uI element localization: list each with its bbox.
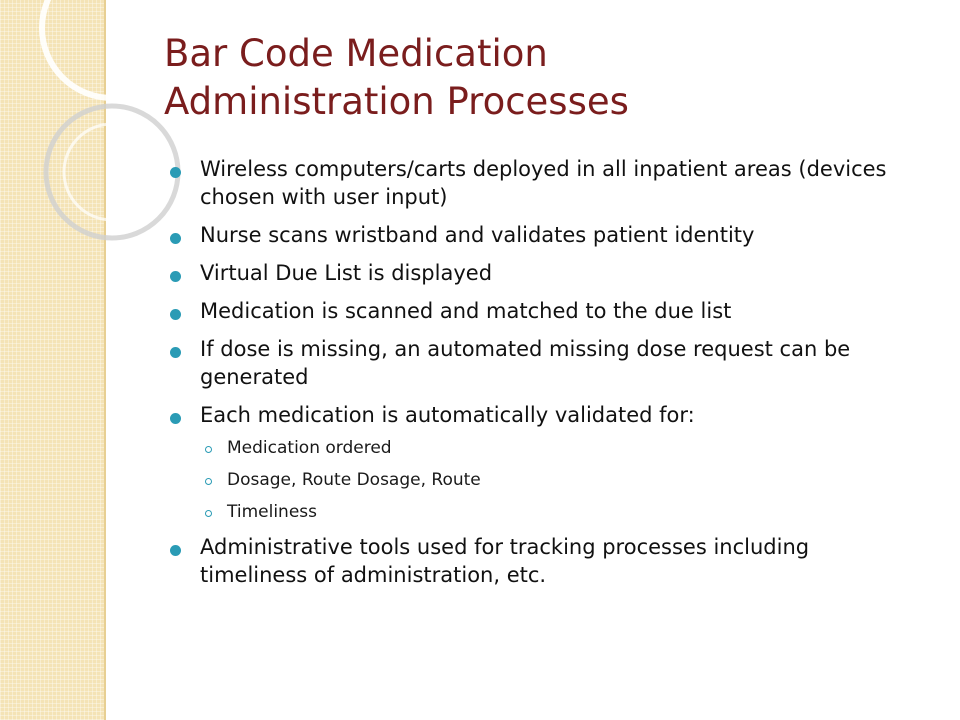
bullet-item — [160, 335, 920, 391]
bullet-item — [160, 259, 920, 287]
decorative-sidebar — [0, 0, 106, 720]
sub-bullet-text: Dosage, Route Dosage, Route — [227, 470, 481, 490]
bullet-item — [160, 533, 920, 589]
slide-title — [164, 30, 924, 126]
bullet-item — [160, 297, 920, 325]
sub-bullet-ring-icon — [205, 478, 212, 485]
bullet-text: Medication is scanned and matched to the due list — [200, 299, 732, 323]
bullet-text: If dose is missing, an automated missing dose request can be generated — [200, 337, 851, 389]
bullet-dot-icon — [170, 347, 181, 358]
bullet-item — [160, 401, 920, 523]
bullet-dot-icon — [170, 233, 181, 244]
slide-title-line-1: Bar Code Medication — [164, 32, 548, 75]
slide-content — [160, 155, 920, 599]
bullet-text: Wireless computers/carts deployed in all inpatient areas (devices chosen with user input) — [200, 157, 887, 209]
sub-bullet-ring-icon — [205, 446, 212, 453]
bullet-list — [160, 155, 920, 589]
sub-bullet-ring-icon — [205, 510, 212, 517]
bullet-dot-icon — [170, 309, 181, 320]
sub-bullet-text: Timeliness — [227, 502, 317, 522]
bullet-text: Virtual Due List is displayed — [200, 261, 493, 285]
bullet-text: Administrative tools used for tracking processes including timeliness of administration, etc. — [200, 535, 810, 587]
bullet-item — [160, 155, 920, 211]
bullet-dot-icon — [170, 271, 181, 282]
bullet-item — [160, 221, 920, 249]
bullet-text: Nurse scans wristband and validates patient identity — [200, 223, 755, 247]
bullet-dot-icon — [170, 413, 181, 424]
bullet-dot-icon — [170, 167, 181, 178]
sub-bullet-item — [200, 501, 920, 523]
bullet-dot-icon — [170, 545, 181, 556]
sub-bullet-item — [200, 437, 920, 459]
slide-title-line-2: Administration Processes — [164, 80, 629, 123]
sub-bullet-item — [200, 469, 920, 491]
sub-bullet-list — [200, 437, 920, 523]
sub-bullet-text: Medication ordered — [227, 438, 392, 458]
bullet-text: Each medication is automatically validated for: — [200, 403, 695, 427]
